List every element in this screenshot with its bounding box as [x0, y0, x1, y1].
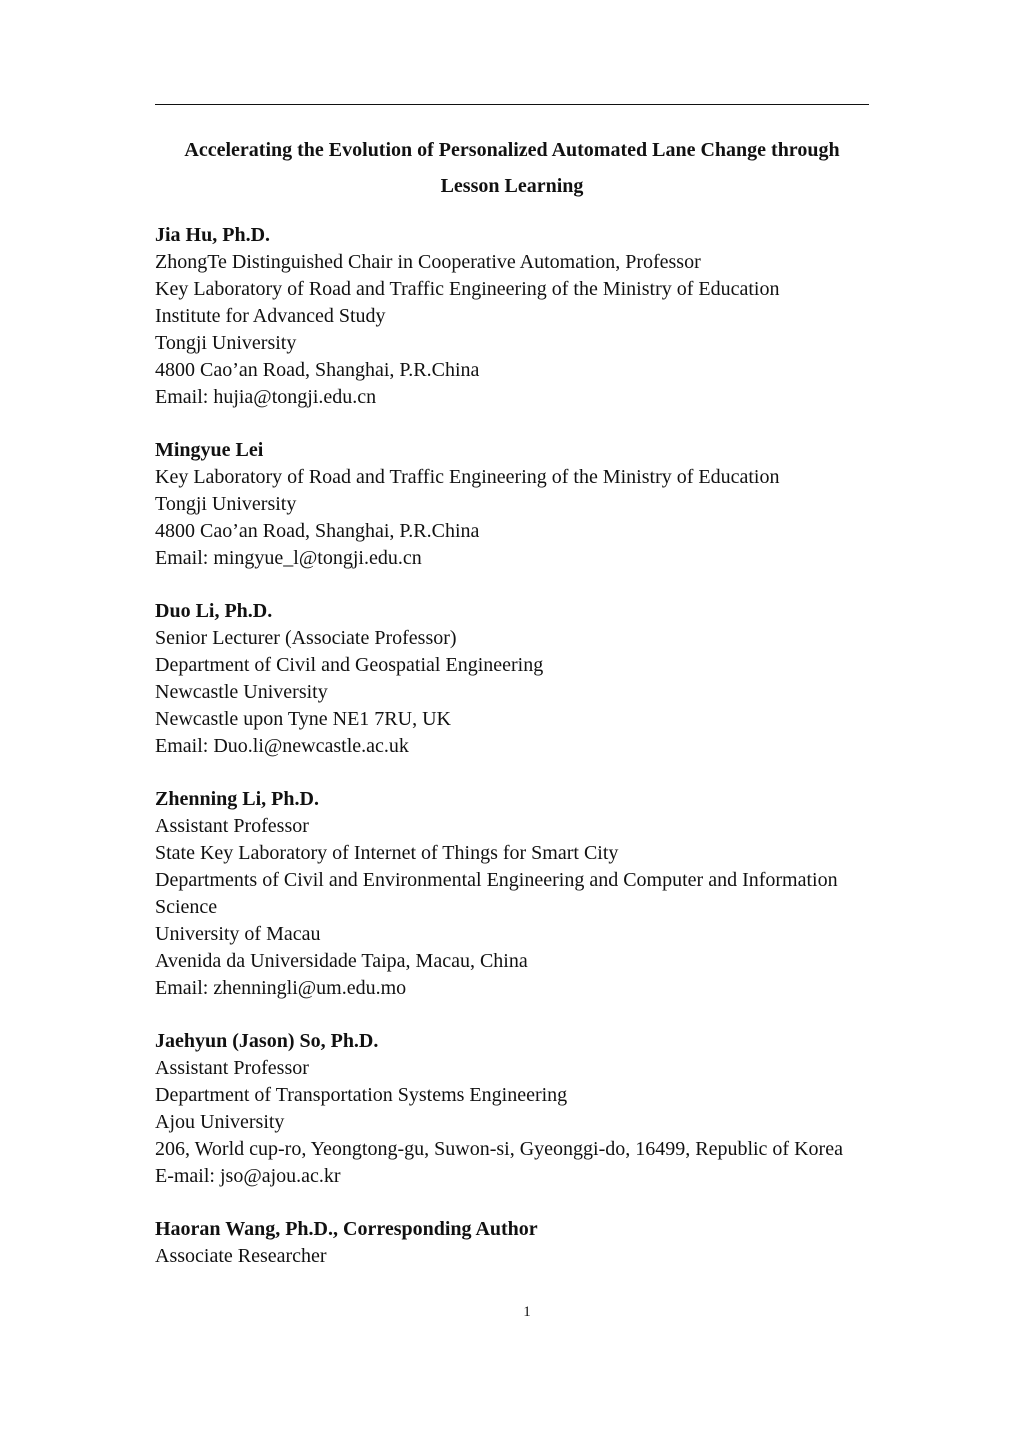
author-list: [155, 222, 875, 1296]
page-number: 1: [523, 1304, 531, 1320]
author-institution: Ajou University: [155, 1111, 285, 1133]
author-name: Duo Li, Ph.D.: [155, 600, 273, 622]
author-address: 4800 Cao’an Road, Shanghai, P.R.China: [155, 520, 480, 542]
paper-title: [155, 132, 869, 204]
author-block: [155, 1216, 875, 1270]
author-name: Zhenning Li, Ph.D.: [155, 788, 319, 810]
author-block: [155, 437, 875, 572]
author-block: [155, 1028, 875, 1190]
author-institution: Newcastle University: [155, 681, 328, 703]
author-address: 4800 Cao’an Road, Shanghai, P.R.China: [155, 359, 480, 381]
author-name: Jaehyun (Jason) So, Ph.D.: [155, 1030, 379, 1052]
author-title: Associate Researcher: [155, 1245, 327, 1267]
author-affiliation: Key Laboratory of Road and Traffic Engineering of the Ministry of Education: [155, 278, 780, 300]
paper-title-line-2: Lesson Learning: [440, 175, 584, 197]
author-block: [155, 222, 875, 411]
author-address: Newcastle upon Tyne NE1 7RU, UK: [155, 708, 451, 730]
author-address: Avenida da Universidade Taipa, Macau, China: [155, 950, 528, 972]
author-email: Email: Duo.li@newcastle.ac.uk: [155, 735, 409, 757]
author-address: 206, World cup-ro, Yeongtong-gu, Suwon-si, Gyeonggi-do, 16499, Republic of Korea: [155, 1138, 843, 1160]
author-name: Jia Hu, Ph.D.: [155, 224, 271, 246]
author-institution: University of Macau: [155, 923, 321, 945]
author-block: [155, 786, 875, 1002]
author-affiliation: Key Laboratory of Road and Traffic Engineering of the Ministry of Education: [155, 466, 780, 488]
author-institution: Tongji University: [155, 493, 297, 515]
author-affiliation: Departments of Civil and Environmental Engineering and Computer and Information: [155, 869, 838, 891]
author-name: Mingyue Lei: [155, 439, 264, 461]
author-email: Email: zhenningli@um.edu.mo: [155, 977, 407, 999]
author-email: Email: mingyue_l@tongji.edu.cn: [155, 547, 422, 569]
paper-title-line-1: Accelerating the Evolution of Personalized Automated Lane Change through: [184, 139, 840, 161]
author-title: ZhongTe Distinguished Chair in Cooperative Automation, Professor: [155, 251, 701, 273]
author-block: [155, 598, 875, 760]
header-rule: [155, 104, 869, 105]
author-affiliation: Science: [155, 896, 218, 918]
author-title: Assistant Professor: [155, 815, 309, 837]
author-email: Email: hujia@tongji.edu.cn: [155, 386, 377, 408]
author-title: Senior Lecturer (Associate Professor): [155, 627, 457, 649]
author-email: E-mail: jso@ajou.ac.kr: [155, 1165, 341, 1187]
author-title: Assistant Professor: [155, 1057, 309, 1079]
author-affiliation: Department of Civil and Geospatial Engineering: [155, 654, 544, 676]
author-affiliation: Institute for Advanced Study: [155, 305, 386, 327]
author-institution: Tongji University: [155, 332, 297, 354]
author-name: Haoran Wang, Ph.D., Corresponding Author: [155, 1218, 538, 1240]
author-affiliation: State Key Laboratory of Internet of Things for Smart City: [155, 842, 619, 864]
author-affiliation: Department of Transportation Systems Engineering: [155, 1084, 568, 1106]
